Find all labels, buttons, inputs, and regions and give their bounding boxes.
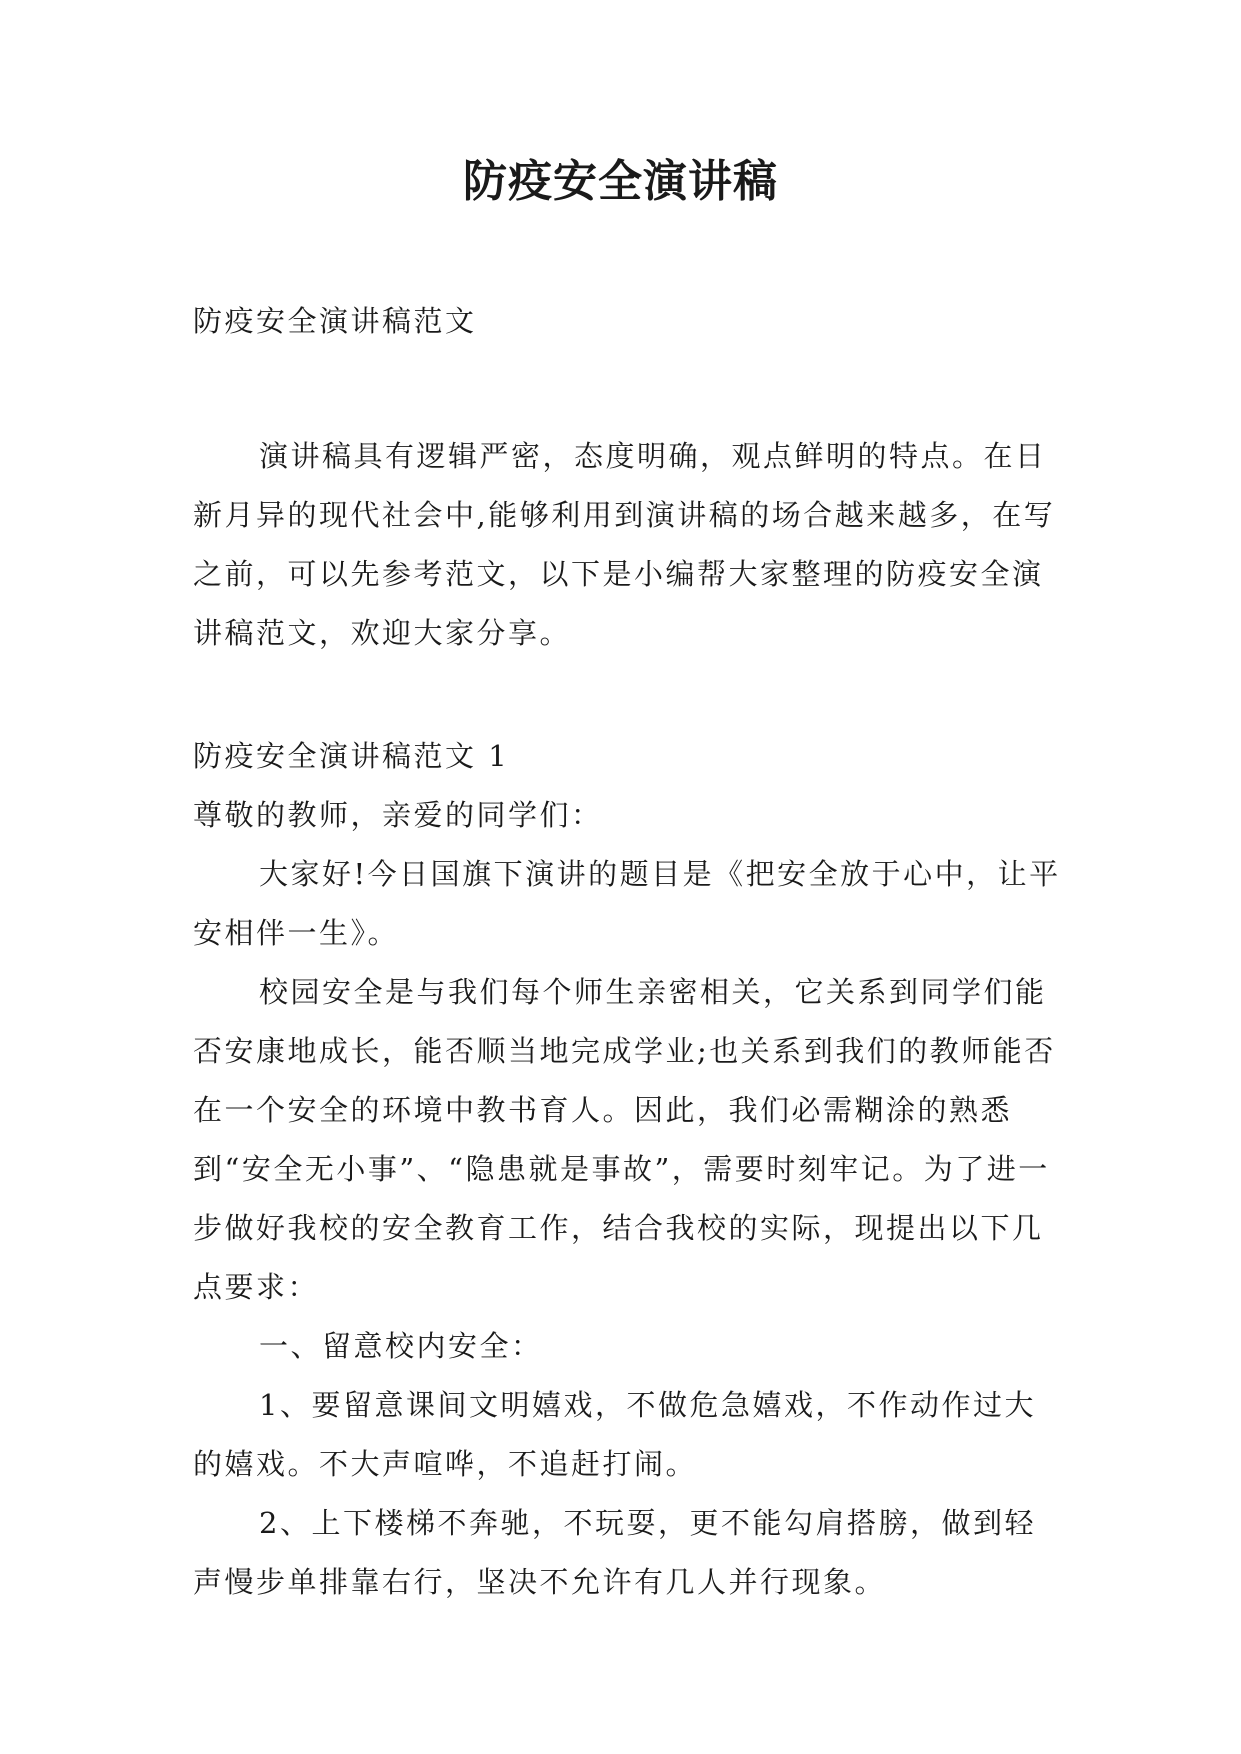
document-title: 防疫安全演讲稿 bbox=[463, 156, 778, 207]
section-heading: 防疫安全演讲稿范文 1 bbox=[193, 739, 510, 773]
spacer bbox=[193, 351, 1061, 427]
document-subtitle: 防疫安全演讲稿范文 bbox=[193, 304, 477, 338]
list-item: 1、要留意课间文明嬉戏，不做危急嬉戏，不作动作过大的嬉戏。不大声喧哗，不追赶打闹。 bbox=[193, 1388, 1036, 1481]
spacer bbox=[193, 663, 1061, 727]
body-paragraph: 校园安全是与我们每个师生亲密相关，它关系到同学们能否安康地成长，能否顺当地完成学业;也关系到我们的教师能否在一个安全的环境中教书育人。因此，我们必需糊涂的熟悉到“安全无小事”、“隐患就是事故”，需要时刻牢记。为了进一步做好我校的安全教育工作，结合我校的实际，现提出以下几点要求： bbox=[193, 975, 1056, 1304]
list-heading: 一、留意校内安全： bbox=[259, 1329, 543, 1363]
salutation: 尊敬的教师，亲爱的同学们： bbox=[193, 798, 603, 832]
document-body bbox=[193, 292, 1061, 1612]
list-item: 2、上下楼梯不奔驰，不玩耍，更不能勾肩搭膀，做到轻声慢步单排靠右行，坚决不允许有几人并行现象。 bbox=[193, 1506, 1036, 1599]
intro-paragraph: 演讲稿具有逻辑严密，态度明确，观点鲜明的特点。在日新月异的现代社会中,能够利用到演讲稿的场合越来越多，在写之前，可以先参考范文，以下是小编帮大家整理的防疫安全演讲稿范文，欢迎大家分享。 bbox=[193, 439, 1056, 650]
body-paragraph: 大家好!今日国旗下演讲的题目是《把安全放于心中，让平安相伴一生》。 bbox=[193, 857, 1061, 950]
